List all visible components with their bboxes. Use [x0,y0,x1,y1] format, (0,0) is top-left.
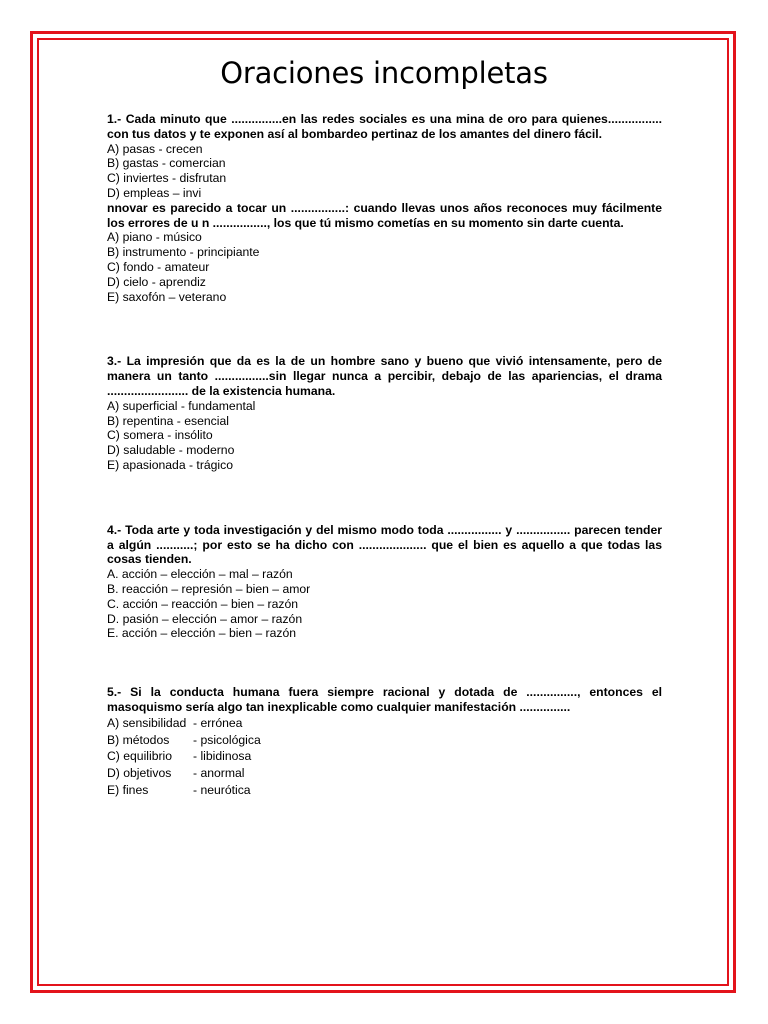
option: D) objetivos - anormal [107,766,245,781]
option: A. acción – elección – mal – razón [107,567,293,582]
page-title: Oraciones incompletas [220,56,548,90]
question-4 [107,523,662,641]
option: C) fondo - amateur [107,259,210,274]
question-4-options [107,567,662,641]
questions-content [107,112,662,799]
option: A) piano - músico [107,230,202,245]
question-3-options [107,399,662,473]
spacer [107,304,662,354]
question-4-text: 4.- Toda arte y toda investigación y del mismo modo toda ................ y ................ parecen tender a algún ...........; por esto se ha dicho con .................... que el bien es aquello a que todas las cosas tienden. [107,522,662,567]
option: C) somera - insólito [107,428,213,443]
option: C) equilibrio - libidinosa [107,749,252,764]
question-5 [107,685,662,799]
option: B) instrumento - principiante [107,245,260,260]
option: A) superficial - fundamental [107,398,256,413]
question-2 [107,201,662,305]
option: B) métodos - psicológica [107,732,261,747]
option: E) fines - neurótica [107,782,251,797]
option: C) inviertes - disfrutan [107,171,227,186]
option: D) cielo - aprendiz [107,274,206,289]
question-2-options [107,230,662,304]
option: E) apasionada - trágico [107,457,234,472]
question-5-options [107,715,662,799]
option: C. acción – reacción – bien – razón [107,596,299,611]
question-1-text: 1.- Cada minuto que ...............en las redes sociales es una mina de oro para quienes................ con tus datos y te exponen así al bombardeo pertinaz de los amantes del dinero fácil. [107,112,662,141]
option: B. reacción – represión – bien – amor [107,581,311,596]
option: D) saludable - moderno [107,443,235,458]
question-5-text: 5.- Si la conducta humana fuera siempre racional y dotada de ..............., entonces el masoquismo sería algo tan inexplicable como cualquier manifestación ............... [107,685,662,714]
question-3 [107,354,662,472]
spacer [107,473,662,523]
option: A) pasas - crecen [107,141,203,156]
spacer [107,641,662,685]
question-2-text: nnovar es parecido a tocar un ................: cuando llevas unos años reconoces muy fácilmente los errores de u n ................, los que tú mismo cometías en su momento sin darte cuenta. [107,200,662,230]
option: B) gastas - comercian [107,156,226,171]
option: B) repentina - esencial [107,413,229,428]
option: E. acción – elección – bien – razón [107,626,297,641]
question-3-text: 3.- La impresión que da es la de un hombre sano y bueno que vivió intensamente, pero de manera un tanto ................sin llegar nunca a percibir, debajo de las apariencias, el drama ........................ de la existencia humana. [107,354,662,398]
question-1 [107,112,662,201]
option: D. pasión – elección – amor – razón [107,611,303,626]
option: E) saxofón – veterano [107,289,227,304]
option: D) empleas – invi [107,185,202,200]
question-1-options [107,142,662,201]
option: A) sensibilidad - errónea [107,715,243,730]
